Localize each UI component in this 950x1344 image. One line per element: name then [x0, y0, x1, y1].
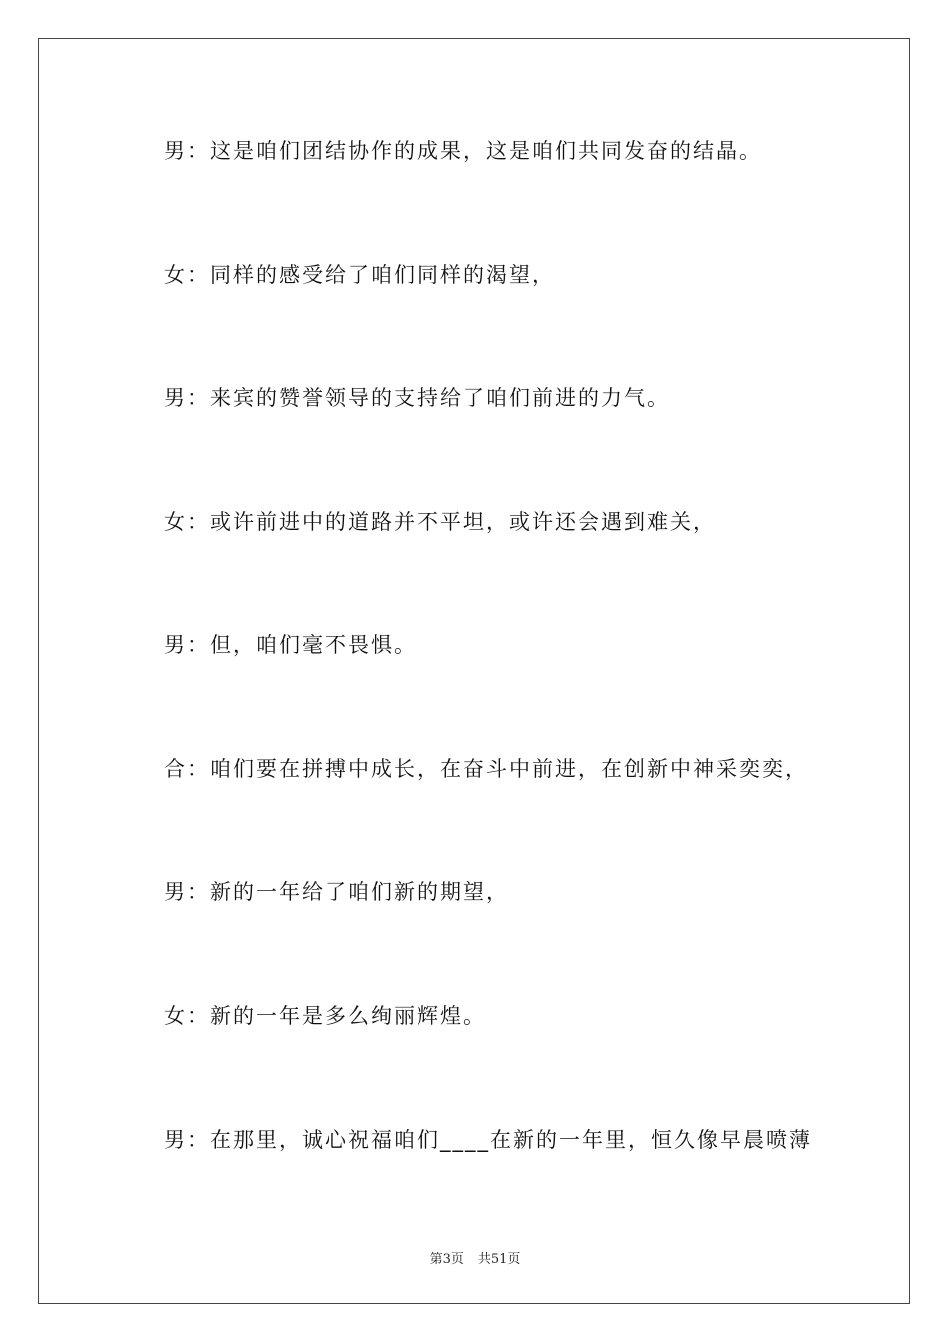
dialogue-line: 男：在那里，诚心祝福咱们____在新的一年里，恒久像早晨喷薄 [164, 1128, 812, 1152]
page-footer [0, 1248, 950, 1267]
page-border [38, 38, 910, 1304]
dialogue-line: 男：新的一年给了咱们新的期望， [164, 880, 509, 904]
dialogue-line: 男：来宾的赞誉领导的支持给了咱们前进的力气。 [164, 386, 670, 410]
dialogue-line: 女：新的一年是多么绚丽辉煌。 [164, 1004, 486, 1028]
dialogue-line: 女：同样的感受给了咱们同样的渴望， [164, 263, 555, 287]
dialogue-line: 男：这是咱们团结协作的成果，这是咱们共同发奋的结晶。 [164, 139, 762, 163]
page-total: 共51页 [477, 1252, 521, 1267]
page-number: 第3页 [429, 1252, 464, 1267]
dialogue-line: 男：但，咱们毫不畏惧。 [164, 633, 417, 657]
dialogue-line: 女：或许前进中的道路并不平坦，或许还会遇到难关， [164, 510, 716, 534]
dialogue-line: 合：咱们要在拼搏中成长，在奋斗中前进，在创新中神采奕奕， [164, 757, 808, 781]
